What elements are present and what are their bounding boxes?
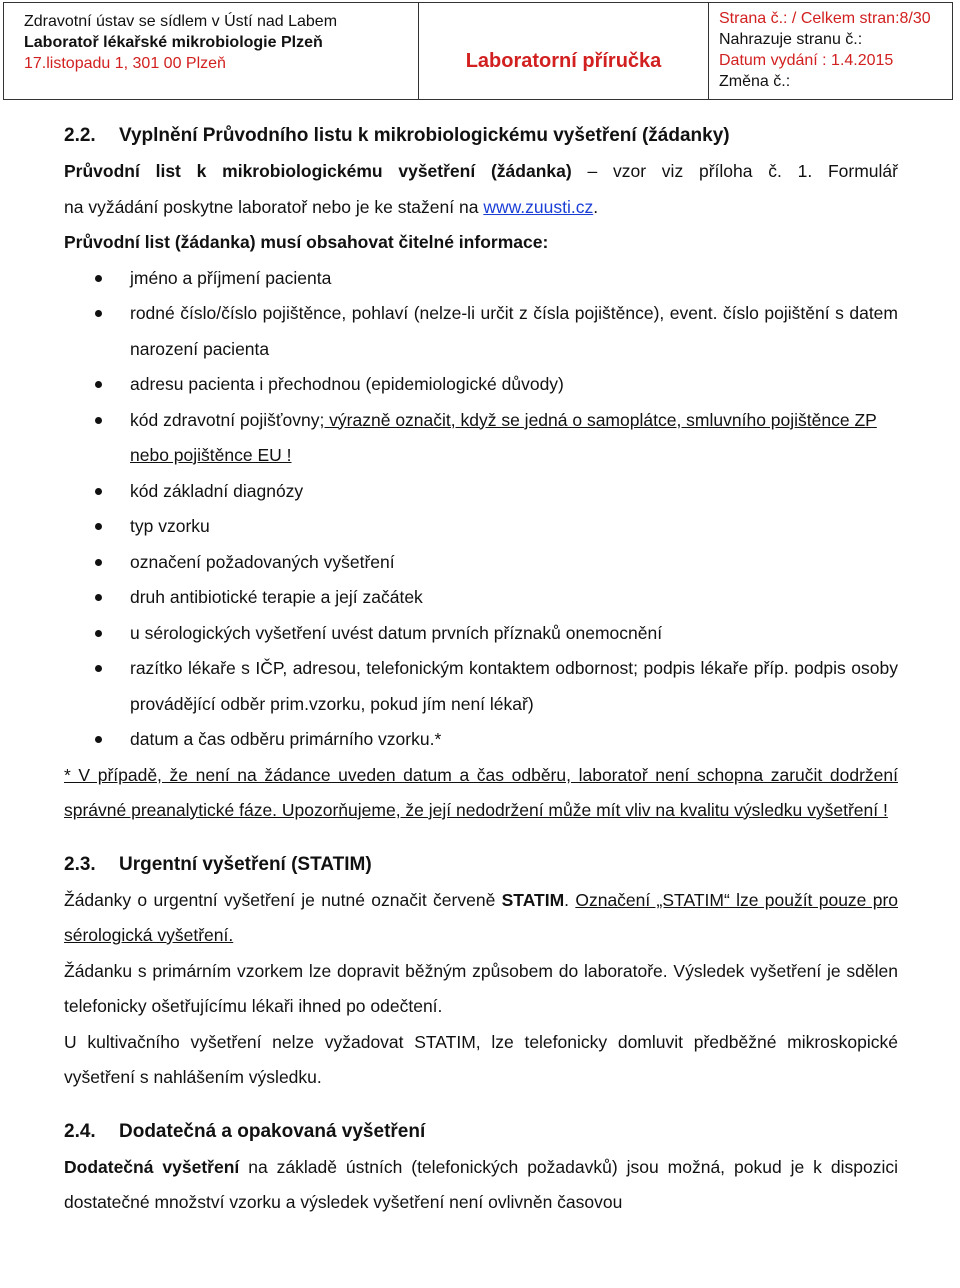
statim-paragraph-3: U kultivačního vyšetření nelze vyžadovat STATIM, lze telefonicky domluvit předběžné mikroskopické vyšetření s nahlášením výsledku. [64, 1031, 898, 1087]
bullet-icon [95, 523, 102, 530]
list-item: razítko lékaře s IČP, adresou, telefonickým kontaktem odbornost; podpis lékaře příp. podpis osoby provádějící odběr prim.vzorku, pokud jím není lékař) [64, 651, 898, 722]
list-item: kód základní diagnózy [64, 474, 898, 510]
list-item: datum a čas odběru primárního vzorku.* [64, 722, 898, 758]
bullet-icon [95, 594, 102, 601]
list-item: jméno a příjmení pacienta [64, 261, 898, 297]
bullet-icon [95, 275, 102, 282]
bullet-icon [95, 630, 102, 637]
footnote: * V případě, že není na žádance uveden datum a čas odběru, laboratoř není schopna zaručit dodržení správné preanalytické fáze. Upozorňujeme, že její nedodržení může mít vliv na kvalitu výsledku vyšetření ! [64, 764, 898, 820]
list-item: rodné číslo/číslo pojištěnce, pohlaví (nelze-li určit z čísla pojištěnce), event. číslo pojištění s datem narození pacienta [64, 296, 898, 367]
document-title: Laboratorní příručka [465, 49, 662, 72]
additional-tests-paragraph: Dodatečná vyšetření na základě ústních (telefonických požadavků) jsou možná, pokud je k dispozici dostatečné množství vzorku a výsledek vyšetření není ovlivněn časovou [64, 1156, 898, 1212]
statim-paragraph-2: Žádanku s primárním vzorkem lze dopravit běžným způsobem do laboratoře. Výsledek vyšetření je sdělen telefonicky ošetřujícímu lékaři ihned po odečtení. [64, 960, 898, 1016]
bullet-icon [95, 488, 102, 495]
document-body [64, 118, 898, 1221]
bullet-icon [95, 559, 102, 566]
bullet-icon [95, 310, 102, 317]
bullet-icon [95, 381, 102, 388]
list-item: kód zdravotní pojišťovny; výrazně označit, když se jedná o samoplátce, smluvního pojištěnce ZP nebo pojištěnce EU ! [64, 403, 898, 474]
header-title-cell [419, 3, 709, 99]
list-item: označení požadovaných vyšetření [64, 545, 898, 581]
section-heading-2-2: 2.2. Vyplnění Průvodního listu k mikrobiologickému vyšetření (žádanky) [64, 125, 730, 146]
required-info-list [64, 261, 898, 758]
bullet-icon [95, 736, 102, 743]
must-contain-heading: Průvodní list (žádanka) musí obsahovat čitelné informace: [64, 232, 549, 252]
intro-line-1: Průvodní list k mikrobiologickému vyšetření (žádanka) – vzor viz příloha č. 1. Formulář [64, 161, 898, 181]
header-organization [4, 3, 419, 99]
change-number: Změna č.: [719, 73, 791, 90]
bullet-icon [95, 665, 102, 672]
document-header [3, 2, 953, 100]
org-name: Zdravotní ústav se sídlem v Ústí nad Labem [24, 13, 338, 30]
section-heading-2-4: 2.4. Dodatečná a opakovaná vyšetření [64, 1120, 426, 1142]
statim-paragraph-1: Žádanky o urgentní vyšetření je nutné označit červeně STATIM. Označení „STATIM“ lze použít pouze pro sérologická vyšetření. [64, 889, 899, 945]
page-count: Strana č.: / Celkem stran:8/30 [719, 10, 931, 27]
header-meta [709, 3, 952, 99]
list-item: adresu pacienta i přechodnou (epidemiologické důvody) [64, 367, 898, 403]
replaces-page: Nahrazuje stranu č.: [719, 31, 863, 48]
list-item: druh antibiotické terapie a její začátek [64, 580, 898, 616]
list-item: typ vzorku [64, 509, 898, 545]
issue-date: Datum vydání : 1.4.2015 [719, 52, 894, 69]
org-department: Laboratoř lékařské mikrobiologie Plzeň [24, 34, 323, 51]
list-item: u sérologických vyšetření uvést datum prvních příznaků onemocnění [64, 616, 898, 652]
org-address: 17.listopadu 1, 301 00 Plzeň [24, 55, 226, 72]
download-link[interactable]: www.zuusti.cz [483, 196, 594, 217]
bullet-icon [95, 417, 102, 424]
section-heading-2-3: 2.3. Urgentní vyšetření (STATIM) [64, 853, 372, 875]
intro-line-2: na vyžádání poskytne laboratoř nebo je ke stažení na www.zuusti.cz. [64, 196, 599, 217]
